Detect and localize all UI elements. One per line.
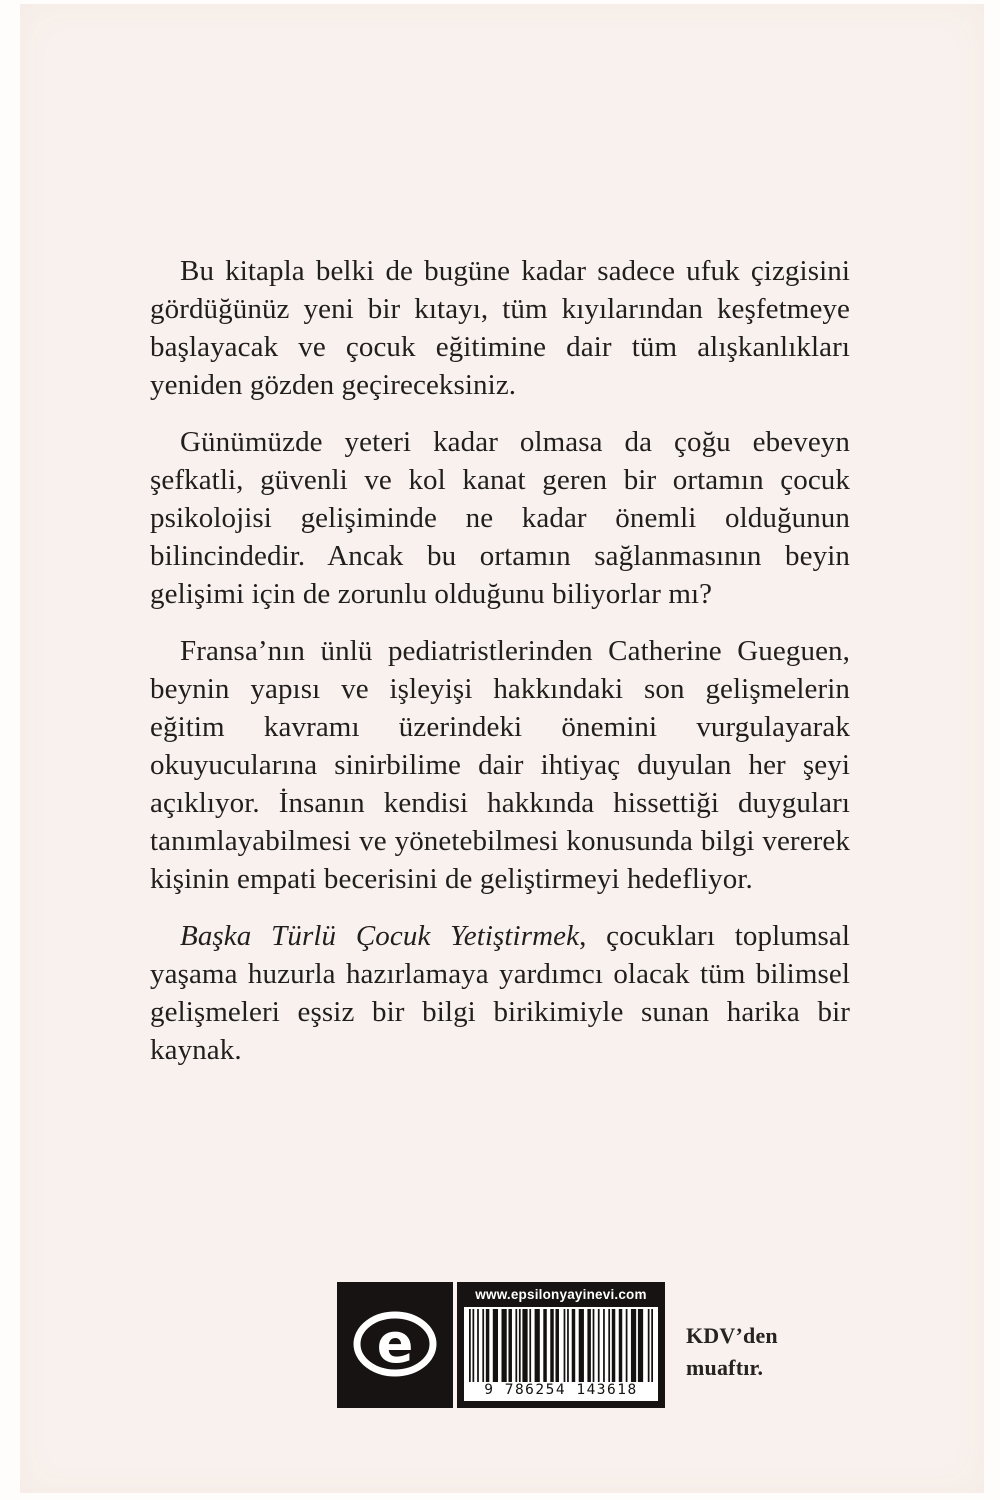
barcode-bars [469,1309,653,1382]
blurb-paragraph-2: Günümüzde yeteri kadar olmasa da çoğu ebeveyn şefkatli, güvenli ve kol kanat geren bir ortamın çocuk psikolojisi gelişiminde ne kadar önemli olduğunun bilincindedir. Ancak bu ortamın sağlanmasının beyin gelişimi için de zorunlu olduğunu biliyorlar mı? [150,426,850,610]
barcode [464,1307,658,1401]
blurb-paragraph-4-rest: , çocukları toplumsal yaşama huzurla hazırlamaya yardımcı olacak tüm bilimsel gelişmeleri eşsiz bir bilgi birikimiyle sunan harika bir kaynak. [150,920,851,1066]
blurb-text-block [150,252,850,1088]
blurb-paragraph-3: Fransa’nın ünlü pediatristlerinden Catherine Gueguen, beynin yapısı ve işleyişi hakkındaki son gelişmelerin eğitim kavramı üzerindeki önemini vurgulayarak okuyucularına sinirbilime dair ihtiyaç duyulan her şeyi açıklıyor. İnsanın kendisi hakkında hissettiği duyguları tanımlayabilmesi ve yönetebilmesi konusunda bilgi vererek kişinin empati becerisini de geliştirmeyi hedefliyor. [150,635,850,895]
tax-exempt-note: KDV’den muaftır. [686,1323,778,1380]
barcode-box [457,1282,665,1408]
barcode-number: 9 786254 143618 [484,1382,638,1398]
publisher-logo-box [337,1282,453,1408]
epsilon-logo-letter: e [376,1312,414,1375]
blurb-paragraph-4 [150,917,850,1069]
back-cover [20,4,984,1493]
book-title-italic: Başka Türlü Çocuk Yetiştirmek [180,920,580,952]
publisher-website: www.epsilonyayinevi.com [475,1287,647,1302]
epsilon-logo-icon [337,1282,453,1408]
blurb-paragraph-1: Bu kitapla belki de bugüne kadar sadece ufuk çizgisini gördüğünüz yeni bir kıtayı, tüm kıyılarından keşfetmeye başlayacak ve çocuk eğitimine dair tüm alışkanlıkları yeniden gözden geçireceksiniz. [150,255,850,401]
